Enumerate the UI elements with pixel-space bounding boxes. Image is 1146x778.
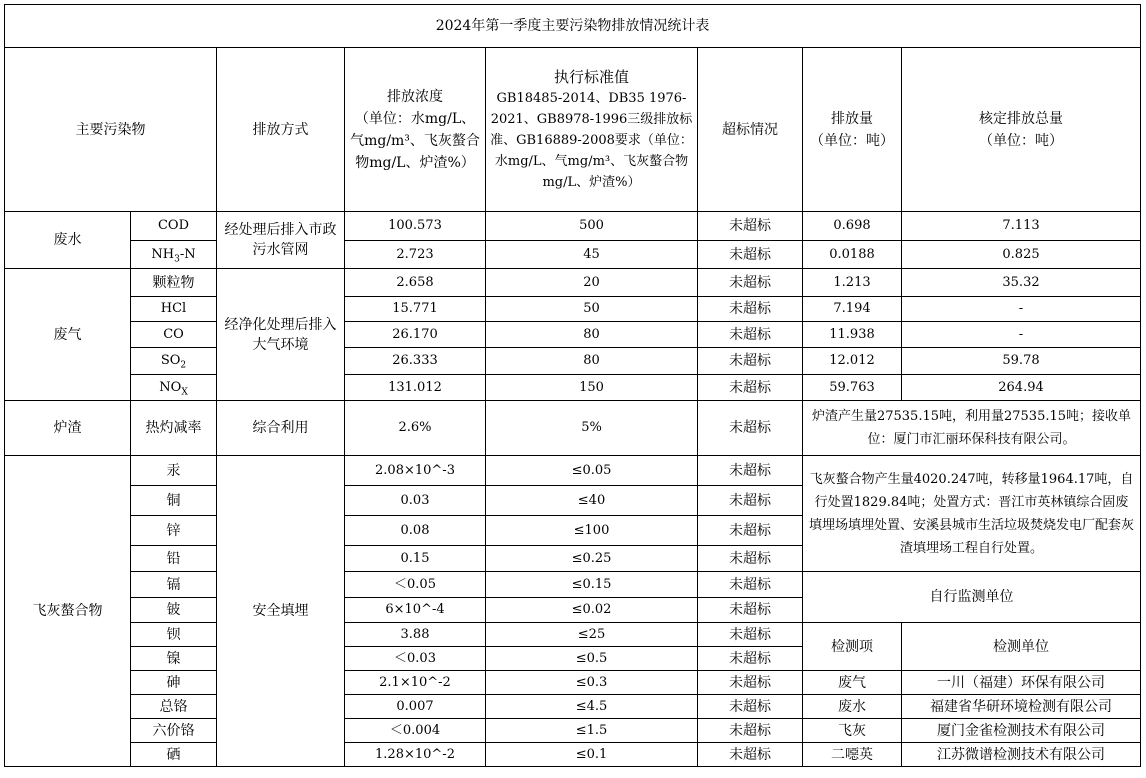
exceed-total-chromium: 未超标 — [698, 695, 803, 719]
conc-arsenic: 2.1×10^-2 — [345, 671, 486, 695]
total-cod: 7.113 — [902, 212, 1141, 241]
item-particulate: 颗粒物 — [131, 269, 217, 297]
monitoring-item-dioxin: 二噁英 — [803, 743, 902, 767]
total-co: - — [902, 322, 1141, 348]
group-gas: 废气 — [5, 269, 131, 401]
item-so2-sub: 2 — [180, 360, 187, 371]
item-mercury: 汞 — [131, 456, 217, 486]
item-nh3n-base: NH — [151, 246, 175, 262]
item-nox — [131, 375, 217, 401]
exceed-zinc: 未超标 — [698, 516, 803, 546]
std-barium: ≤25 — [486, 623, 698, 647]
item-nox-base: NO — [159, 379, 182, 395]
item-nox-sub: X — [181, 387, 188, 398]
conc-lead: 0.15 — [345, 546, 486, 572]
std-nh3n: 45 — [486, 241, 698, 269]
conc-particulate: 2.658 — [345, 269, 486, 297]
pollutant-emission-table — [4, 4, 1141, 767]
item-nickel: 镍 — [131, 647, 217, 671]
amount-hcl: 7.194 — [803, 297, 902, 322]
header-standard — [486, 48, 698, 212]
method-gas: 经净化处理后排入大气环境 — [217, 269, 345, 401]
conc-beryllium: 6×10^-4 — [345, 598, 486, 623]
exceed-so2: 未超标 — [698, 348, 803, 375]
header-amount — [803, 48, 902, 212]
monitoring-col-item: 检测项 — [803, 623, 902, 671]
exceed-hexavalent-chromium: 未超标 — [698, 719, 803, 743]
header-method: 排放方式 — [217, 48, 345, 212]
conc-cod: 100.573 — [345, 212, 486, 241]
amount-so2: 12.012 — [803, 348, 902, 375]
header-pollutant: 主要污染物 — [5, 48, 217, 212]
item-copper: 铜 — [131, 486, 217, 516]
std-slag: 5% — [486, 401, 698, 456]
amount-co: 11.938 — [803, 322, 902, 348]
monitoring-title: 自行监测单位 — [803, 572, 1141, 623]
exceed-lead: 未超标 — [698, 546, 803, 572]
amount-nh3n: 0.0188 — [803, 241, 902, 269]
group-fly-ash: 飞灰螯合物 — [5, 456, 131, 767]
conc-zinc: 0.08 — [345, 516, 486, 546]
exceed-arsenic: 未超标 — [698, 671, 803, 695]
header-concentration-unit: （单位：水mg/L、气mg/m³、飞灰螯合物mg/L、炉渣%） — [350, 110, 480, 171]
exceed-slag: 未超标 — [698, 401, 803, 456]
amount-particulate: 1.213 — [803, 269, 902, 297]
header-amount-unit: （单位：吨） — [810, 132, 894, 149]
conc-barium: 3.88 — [345, 623, 486, 647]
exceed-nh3n: 未超标 — [698, 241, 803, 269]
monitoring-unit-water: 福建省华研环境检测有限公司 — [902, 695, 1141, 719]
conc-nox: 131.012 — [345, 375, 486, 401]
std-zinc: ≤100 — [486, 516, 698, 546]
header-total — [902, 48, 1141, 212]
conc-slag: 2.6% — [345, 401, 486, 456]
header-amount-title: 排放量 — [831, 110, 873, 127]
conc-copper: 0.03 — [345, 486, 486, 516]
header-standard-title: 执行标准值 — [553, 67, 629, 86]
monitoring-item-gas: 废气 — [803, 671, 902, 695]
exceed-barium: 未超标 — [698, 623, 803, 647]
note-fly-ash: 飞灰螯合物产生量4020.247吨，转移量1964.17吨，自行处置1829.84吨；处置方式：晋江市英林镇综合固废填埋场填埋处置、安溪县城市生活垃圾焚烧发电厂配套灰渣填埋场工程自行处置。 — [803, 456, 1141, 572]
conc-nh3n: 2.723 — [345, 241, 486, 269]
item-nh3n-tail: -N — [179, 246, 196, 262]
method-slag: 综合利用 — [217, 401, 345, 456]
exceed-selenium: 未超标 — [698, 743, 803, 767]
std-so2: 80 — [486, 348, 698, 375]
std-hexavalent-chromium: ≤1.5 — [486, 719, 698, 743]
std-hcl: 50 — [486, 297, 698, 322]
item-nh3n-sub: 3 — [174, 254, 180, 265]
std-co: 80 — [486, 322, 698, 348]
item-arsenic: 砷 — [131, 671, 217, 695]
header-standard-body: GB18485-2014、DB35 1976-2021、GB8978-1996三级排放标准、GB16889-2008要求（单位：水mg/L、气mg/m³、飞灰螯合物mg/L、炉渣%） — [490, 90, 693, 190]
exceed-mercury: 未超标 — [698, 456, 803, 486]
item-beryllium: 铍 — [131, 598, 217, 623]
total-so2: 59.78 — [902, 348, 1141, 375]
conc-hcl: 15.771 — [345, 297, 486, 322]
item-lead: 铅 — [131, 546, 217, 572]
group-slag: 炉渣 — [5, 401, 131, 456]
item-co: CO — [131, 322, 217, 348]
header-total-unit: （单位：吨） — [979, 132, 1063, 149]
monitoring-col-unit: 检测单位 — [902, 623, 1141, 671]
exceed-cod: 未超标 — [698, 212, 803, 241]
header-exceedance: 超标情况 — [698, 48, 803, 212]
std-lead: ≤0.25 — [486, 546, 698, 572]
exceed-beryllium: 未超标 — [698, 598, 803, 623]
monitoring-unit-gas: 一川（福建）环保有限公司 — [902, 671, 1141, 695]
std-total-chromium: ≤4.5 — [486, 695, 698, 719]
item-selenium: 硒 — [131, 743, 217, 767]
std-arsenic: ≤0.3 — [486, 671, 698, 695]
header-total-title: 核定排放总量 — [979, 110, 1063, 127]
std-cadmium: ≤0.15 — [486, 572, 698, 598]
item-so2 — [131, 348, 217, 375]
item-zinc: 锌 — [131, 516, 217, 546]
monitoring-item-water: 废水 — [803, 695, 902, 719]
monitoring-unit-dioxin: 江苏微谱检测技术有限公司 — [902, 743, 1141, 767]
item-cod: COD — [131, 212, 217, 241]
header-concentration-title: 排放浓度 — [387, 88, 443, 105]
item-total-chromium: 总铬 — [131, 695, 217, 719]
conc-mercury: 2.08×10^-3 — [345, 456, 486, 486]
exceed-copper: 未超标 — [698, 486, 803, 516]
total-hcl: - — [902, 297, 1141, 322]
conc-hexavalent-chromium: ＜0.004 — [345, 719, 486, 743]
item-so2-base: SO — [160, 353, 181, 368]
std-nickel: ≤0.5 — [486, 647, 698, 671]
total-nox: 264.94 — [902, 375, 1141, 401]
conc-co: 26.170 — [345, 322, 486, 348]
exceed-co: 未超标 — [698, 322, 803, 348]
conc-so2: 26.333 — [345, 348, 486, 375]
std-particulate: 20 — [486, 269, 698, 297]
table-title: 2024年第一季度主要污染物排放情况统计表 — [5, 5, 1141, 48]
method-fly-ash: 安全填埋 — [217, 456, 345, 767]
exceed-cadmium: 未超标 — [698, 572, 803, 598]
conc-selenium: 1.28×10^-2 — [345, 743, 486, 767]
group-wastewater: 废水 — [5, 212, 131, 269]
std-beryllium: ≤0.02 — [486, 598, 698, 623]
exceed-particulate: 未超标 — [698, 269, 803, 297]
item-barium: 钡 — [131, 623, 217, 647]
conc-nickel: ＜0.03 — [345, 647, 486, 671]
monitoring-unit-ash: 厦门金雀检测技术有限公司 — [902, 719, 1141, 743]
amount-cod: 0.698 — [803, 212, 902, 241]
item-cadmium: 镉 — [131, 572, 217, 598]
amount-nox: 59.763 — [803, 375, 902, 401]
item-hexavalent-chromium: 六价铬 — [131, 719, 217, 743]
conc-total-chromium: 0.007 — [345, 695, 486, 719]
item-hcl: HCl — [131, 297, 217, 322]
total-nh3n: 0.825 — [902, 241, 1141, 269]
method-wastewater: 经处理后排入市政污水管网 — [217, 212, 345, 269]
exceed-hcl: 未超标 — [698, 297, 803, 322]
item-ignition-loss: 热灼减率 — [131, 401, 217, 456]
std-cod: 500 — [486, 212, 698, 241]
note-slag: 炉渣产生量27535.15吨，利用量27535.15吨；接收单位：厦门市汇丽环保科技有限公司。 — [803, 401, 1141, 456]
exceed-nickel: 未超标 — [698, 647, 803, 671]
std-nox: 150 — [486, 375, 698, 401]
std-mercury: ≤0.05 — [486, 456, 698, 486]
monitoring-item-ash: 飞灰 — [803, 719, 902, 743]
conc-cadmium: ＜0.05 — [345, 572, 486, 598]
std-copper: ≤40 — [486, 486, 698, 516]
std-selenium: ≤0.1 — [486, 743, 698, 767]
exceed-nox: 未超标 — [698, 375, 803, 401]
header-concentration — [345, 48, 486, 212]
item-nh3n — [131, 241, 217, 269]
total-particulate: 35.32 — [902, 269, 1141, 297]
